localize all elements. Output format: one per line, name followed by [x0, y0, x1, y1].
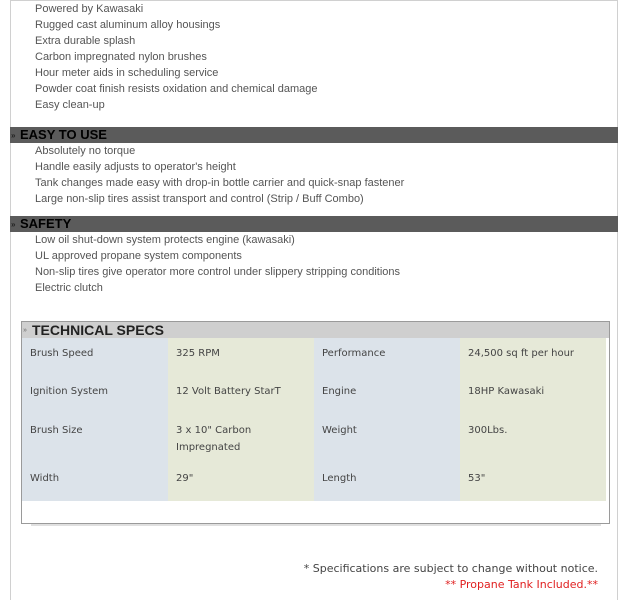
spec-value: 12 Volt Battery StarT [168, 376, 314, 414]
list-item: Powered by Kawasaki [35, 3, 144, 15]
panel-shadow [31, 524, 601, 526]
spec-value: 300Lbs. [460, 414, 606, 463]
double-chevron-icon: » [11, 220, 16, 229]
feature-list-general [35, 1, 317, 113]
spec-label: Width [22, 463, 168, 501]
list-item: Large non-slip tires assist transport and control (Strip / Buff Combo) [35, 193, 364, 205]
spec-label: Engine [314, 376, 460, 414]
table-row [22, 376, 606, 414]
list-item: UL approved propane system components [35, 250, 242, 262]
propane-tank-note: ** Propane Tank Included.** [445, 578, 598, 591]
section-header-easy-to-use [10, 127, 618, 143]
list-item: Electric clutch [35, 282, 103, 294]
list-item: Extra durable splash [35, 35, 136, 47]
section-title: EASY TO USE [20, 127, 107, 142]
spec-label: Ignition System [22, 376, 168, 414]
spec-value: 325 RPM [168, 338, 314, 376]
specs-header [22, 322, 609, 338]
feature-list-easy-to-use [35, 143, 404, 207]
table-row [22, 338, 606, 376]
list-item: Absolutely no torque [35, 145, 136, 157]
disclaimer-note: * Specifications are subject to change without notice. [303, 562, 598, 575]
double-chevron-icon: » [23, 327, 27, 334]
spec-value: 24,500 sq ft per hour [460, 338, 606, 376]
double-chevron-icon: » [11, 131, 16, 140]
spec-label: Brush Size [22, 414, 168, 463]
spec-label: Weight [314, 414, 460, 463]
feature-list-safety [35, 232, 400, 296]
specs-title: TECHNICAL SPECS [32, 322, 164, 338]
spec-value: 53" [460, 463, 606, 501]
list-item: Tank changes made easy with drop-in bottle carrier and quick-snap fastener [35, 177, 405, 189]
spec-label: Length [314, 463, 460, 501]
section-title: SAFETY [20, 216, 72, 231]
spec-value: 18HP Kawasaki [460, 376, 606, 414]
section-header-safety [10, 216, 618, 232]
list-item: Low oil shut-down system protects engine (kawasaki) [35, 234, 295, 246]
table-row [22, 463, 606, 501]
list-item: Easy clean-up [35, 99, 105, 111]
specs-table [22, 338, 606, 501]
list-item: Carbon impregnated nylon brushes [35, 51, 207, 63]
list-item: Hour meter aids in scheduling service [35, 67, 219, 79]
spec-value: 29" [168, 463, 314, 501]
list-item: Rugged cast aluminum alloy housings [35, 19, 221, 31]
list-item: Powder coat finish resists oxidation and chemical damage [35, 83, 318, 95]
list-item: Non-slip tires give operator more control under slippery stripping conditions [35, 266, 401, 278]
list-item: Handle easily adjusts to operator's height [35, 161, 236, 173]
spec-label: Brush Speed [22, 338, 168, 376]
technical-specs-panel [21, 321, 610, 524]
spec-value: 3 x 10" Carbon Impregnated [168, 414, 314, 463]
spec-label: Performance [314, 338, 460, 376]
table-row [22, 414, 606, 463]
